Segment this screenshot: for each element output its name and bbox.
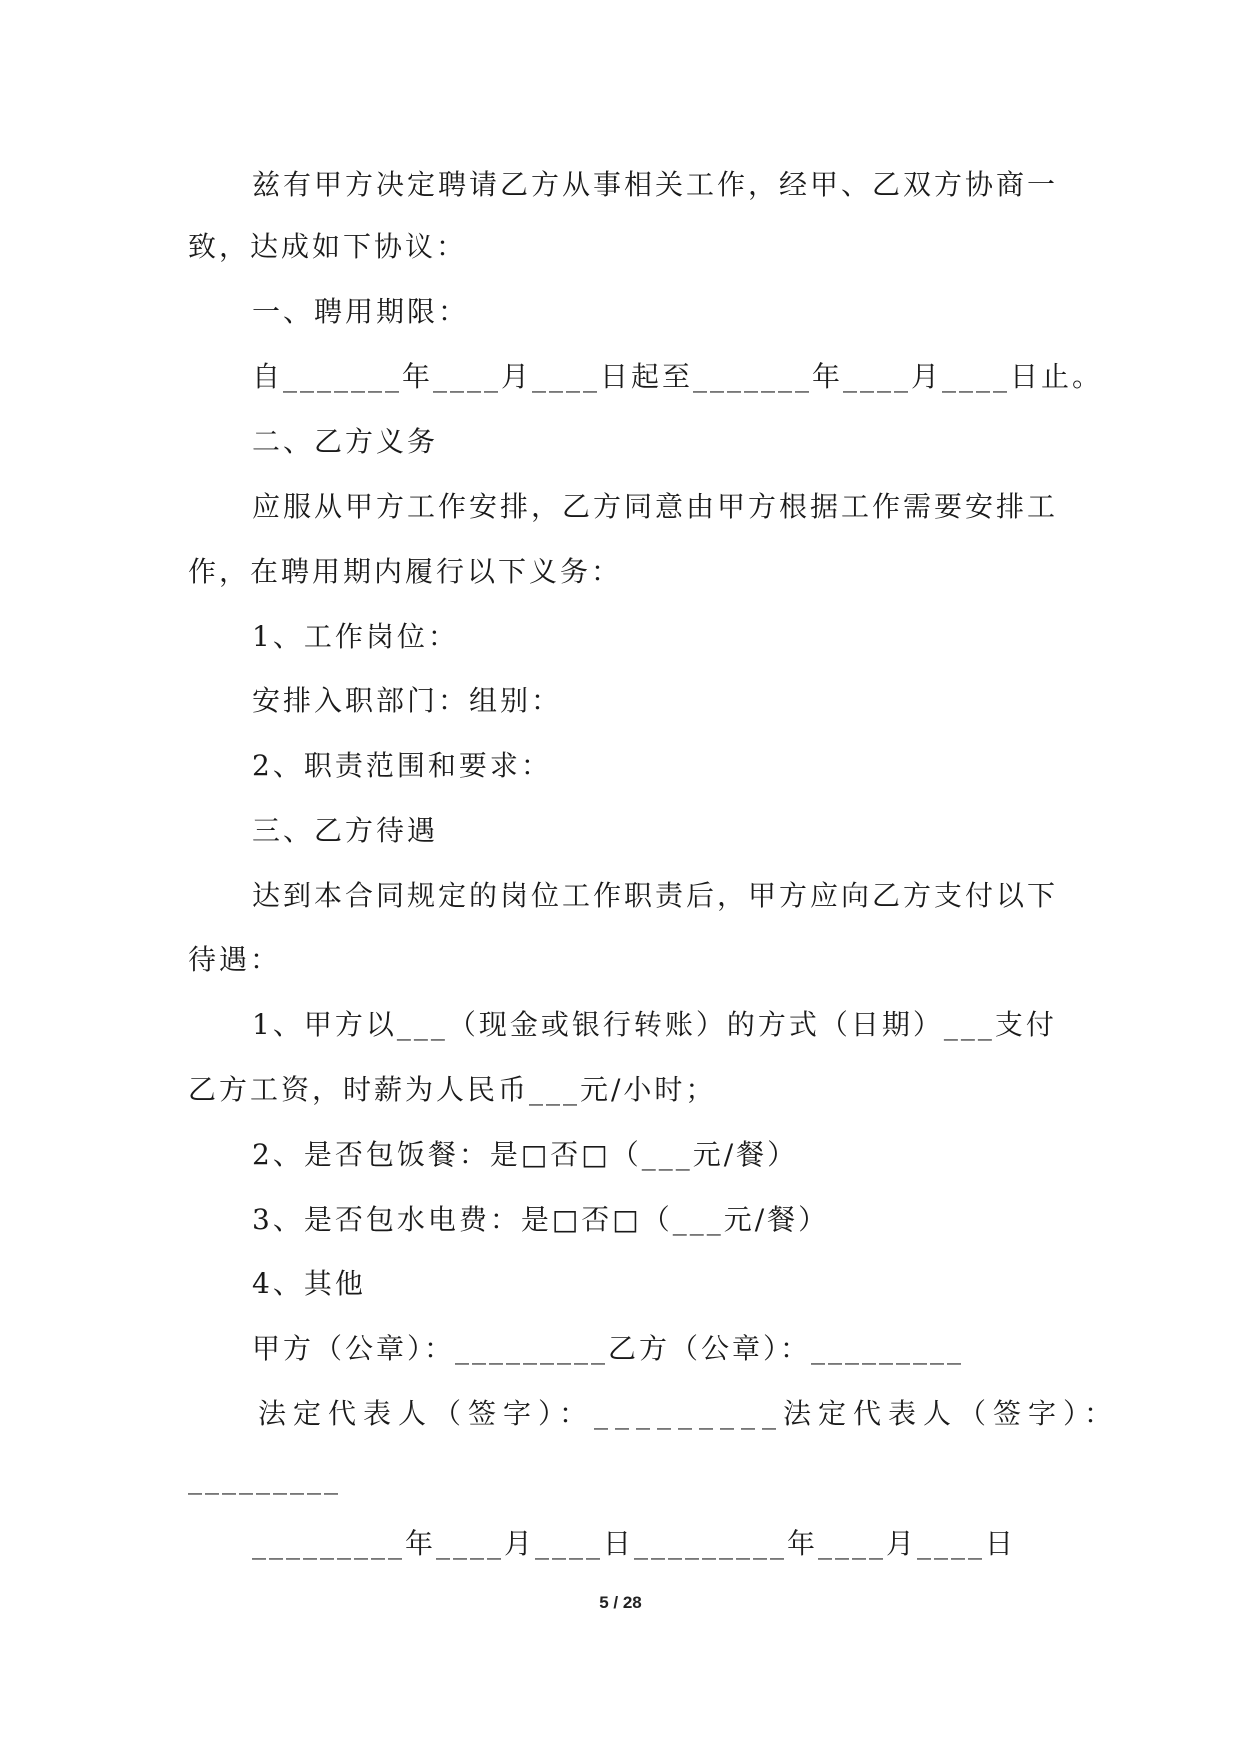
paragraph-intro-line-1: 兹有甲方决定聘请乙方从事相关工作，经甲、乙双方协商一 (252, 168, 1059, 201)
item-meals: 2、是否包饭餐：是□否□（___元/餐） (252, 1138, 799, 1171)
obligations-line-1: 应服从甲方工作安排，乙方同意由甲方根据工作需要安排工 (252, 490, 1059, 523)
benefits-line-2: 待遇： (188, 943, 282, 976)
item-payment-line-2: 乙方工资，时薪为人民币___元/小时； (188, 1073, 717, 1106)
signature-representatives: 法定代表人（签字）：_________法定代表人（签字）： (258, 1397, 1120, 1430)
item-position: 1、工作岗位： (252, 620, 459, 653)
obligations-line-2: 作，在聘用期内履行以下义务： (188, 555, 623, 588)
signature-seals: 甲方（公章）：_________乙方（公章）：_________ (252, 1332, 965, 1365)
item-other: 4、其他 (252, 1267, 366, 1300)
item-payment-line-1: 1、甲方以___（现金或银行转账）的方式（日期）___支付 (252, 1008, 1057, 1041)
signature-dates: _________年____月____日_________年____月____日 (252, 1527, 1017, 1560)
section-heading-benefits: 三、乙方待遇 (252, 814, 439, 847)
term-date-range: 自_______年____月____日起至_______年____月____日止。 (252, 360, 1104, 393)
item-utilities: 3、是否包水电费：是□否□（___元/餐） (252, 1203, 830, 1236)
section-heading-term: 一、聘用期限： (252, 295, 470, 328)
item-duties: 2、职责范围和要求： (252, 749, 552, 782)
signature-representative-blank: _________ (188, 1462, 341, 1495)
page-number: 5 / 28 (599, 1593, 642, 1612)
benefits-line-1: 达到本合同规定的岗位工作职责后，甲方应向乙方支付以下 (252, 879, 1059, 912)
item-department: 安排入职部门：组别： (252, 684, 563, 717)
section-heading-obligations: 二、乙方义务 (252, 425, 439, 458)
paragraph-intro-line-2: 致，达成如下协议： (188, 230, 468, 263)
